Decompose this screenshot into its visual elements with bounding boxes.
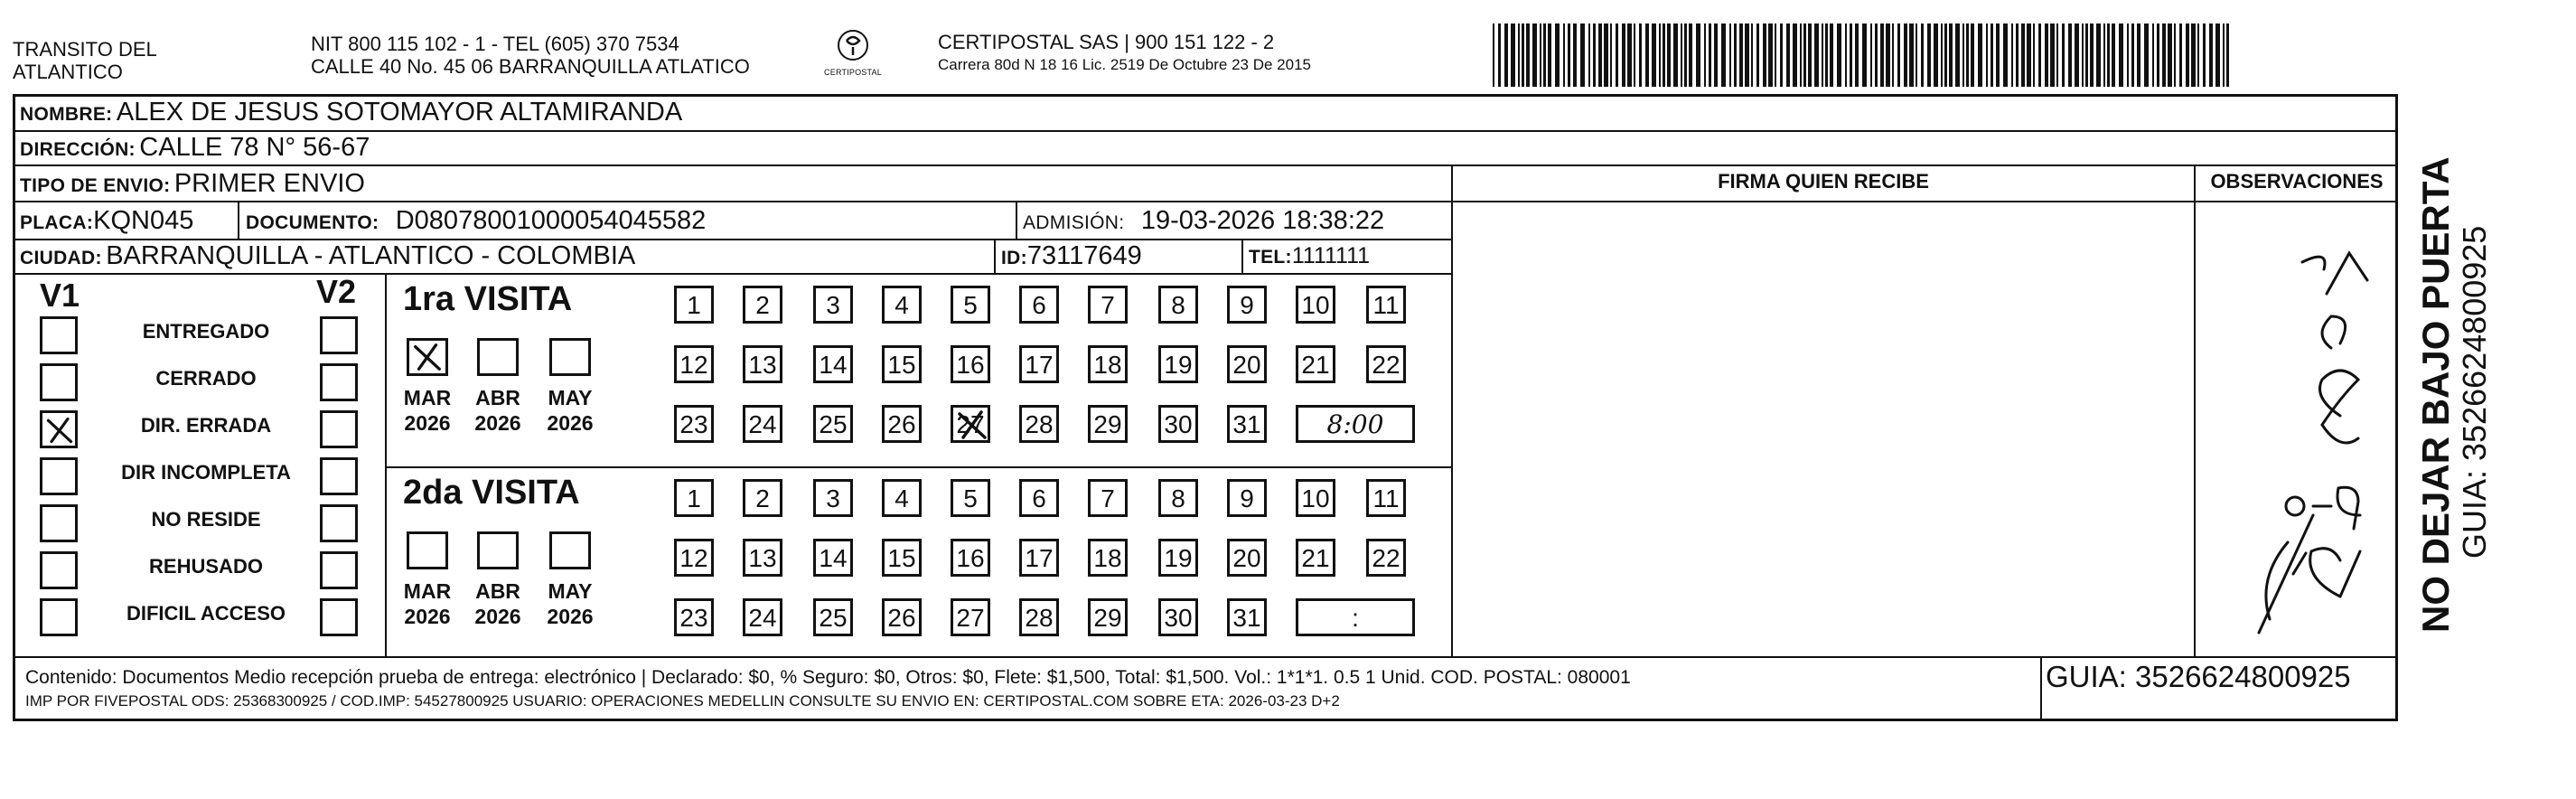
barcode-bar (2127, 24, 2129, 87)
barcode-bar (2119, 24, 2123, 87)
barcode-bar (1729, 24, 1731, 87)
v1-checkbox-cerrado[interactable] (40, 363, 78, 401)
barcode-bar (2179, 24, 2182, 87)
visit1-month-label: MAY (548, 386, 593, 409)
visit1-day-22[interactable]: 22 (1366, 345, 1406, 383)
barcode-bar (1934, 24, 1938, 87)
visit2-day-21[interactable]: 21 (1296, 539, 1335, 577)
nombre-label: NOMBRE: (20, 104, 113, 125)
visit2-day-1[interactable]: 1 (674, 479, 714, 517)
visit2-day-22[interactable]: 22 (1366, 539, 1406, 577)
visit2-day-27[interactable]: 27 (951, 598, 990, 636)
tel-field (1249, 240, 1370, 275)
id-value: 73117649 (1026, 241, 1142, 270)
barcode-bar (2191, 24, 2196, 87)
visit2-day-17[interactable]: 17 (1019, 539, 1059, 577)
barcode-bar (1763, 24, 1766, 87)
v2-checkbox-entregado[interactable] (320, 316, 358, 354)
visit2-day-30[interactable]: 30 (1158, 598, 1198, 636)
visit2-day-18[interactable]: 18 (1088, 539, 1128, 577)
divider (1016, 201, 1017, 239)
visit1-day-3[interactable]: 3 (813, 286, 853, 324)
barcode-bar (1756, 24, 1759, 87)
visit2-day-5[interactable]: 5 (951, 479, 990, 517)
visit1-title: 1ra VISITA (403, 280, 573, 318)
barcode-bar (1800, 24, 1802, 87)
visit2-day-28[interactable]: 28 (1019, 598, 1059, 636)
barcode-bar (2021, 24, 2025, 87)
barcode-bar (1862, 24, 1867, 87)
visit2-day-15[interactable]: 15 (882, 539, 922, 577)
barcode-bar (1962, 24, 1964, 87)
barcode-bar (1751, 24, 1753, 87)
v1-checkbox-no-reside[interactable] (40, 504, 78, 542)
visit1-day-26[interactable]: 26 (882, 405, 922, 443)
barcode-bar (1927, 24, 1931, 87)
visit1-day-5[interactable]: 5 (951, 286, 990, 324)
barcode-bar (2174, 24, 2176, 87)
visit1-day-12[interactable]: 12 (674, 345, 714, 383)
barcode-bar (1616, 24, 1618, 87)
direccion-field (20, 132, 370, 167)
barcode-bar (1555, 24, 1560, 87)
barcode-bar (2209, 24, 2213, 87)
barcode-bar (1875, 24, 1878, 87)
barcode-bar (1825, 24, 1828, 87)
barcode-bar (2131, 24, 2134, 87)
status-label: CERRADO (155, 367, 257, 390)
barcode-bar (1548, 24, 1551, 87)
visit1-day-1[interactable]: 1 (674, 286, 714, 324)
barcode-bar (1540, 24, 1541, 87)
barcode-bar (1996, 24, 2000, 87)
logo-icon (835, 27, 871, 63)
divider (14, 164, 2397, 166)
visit2-day-23[interactable]: 23 (674, 598, 714, 636)
barcode-bar (2152, 24, 2154, 87)
barcode-bar (2016, 24, 2019, 87)
status-label: DIR INCOMPLETA (121, 461, 291, 484)
visit1-day-14[interactable]: 14 (813, 345, 853, 383)
check-mark-icon (43, 414, 76, 446)
v2-checkbox-dir-errada[interactable] (320, 410, 358, 448)
v1-checkbox-rehusado[interactable] (40, 551, 78, 589)
barcode-bar (2075, 24, 2079, 87)
visit2-month-label: MAY (548, 579, 593, 603)
barcode-bar (2162, 24, 2166, 87)
visit1-day-20[interactable]: 20 (1227, 345, 1267, 383)
barcode-bar (2168, 24, 2172, 87)
visit1-day-17[interactable]: 17 (1019, 345, 1059, 383)
visit2-day-26[interactable]: 26 (882, 598, 922, 636)
ciudad-value: BARRANQUILLA - ATLANTICO - COLOMBIA (106, 241, 636, 270)
barcode-bar (1845, 24, 1847, 87)
barcode-bar (1580, 24, 1585, 87)
barcode-bar (1511, 24, 1515, 87)
visit1-month-label: MAR (403, 386, 452, 409)
visit1-month-checkbox-abr[interactable] (477, 338, 519, 376)
barcode-bar (1634, 24, 1635, 87)
barcode-bar (2050, 24, 2055, 87)
visit2-month-checkbox-mar[interactable] (407, 531, 448, 569)
issuer-line-2: ATLANTICO (13, 61, 123, 83)
visit1-day-18[interactable]: 18 (1088, 345, 1128, 383)
barcode-bar (1949, 24, 1953, 87)
v1-checkbox-dificil-acceso[interactable] (40, 598, 78, 636)
visit1-day-30[interactable]: 30 (1158, 405, 1198, 443)
divider (385, 273, 387, 656)
barcode-bar (1808, 24, 1812, 87)
barcode-bar (2215, 24, 2220, 87)
barcode-bar (1684, 24, 1687, 87)
barcode-bar (1588, 24, 1590, 87)
visit1-day-29[interactable]: 29 (1088, 405, 1128, 443)
divider (1451, 164, 1453, 656)
barcode-bar (1639, 24, 1642, 87)
barcode-bar (1504, 24, 1508, 87)
status-label: DIR. ERRADA (140, 414, 272, 437)
barcode-bar (1955, 24, 1960, 87)
check-mark-icon (954, 407, 990, 443)
barcode-bar (2107, 24, 2110, 87)
barcode-bar (1721, 24, 1726, 87)
barcode-bar (1681, 24, 1682, 87)
id-label: ID: (1001, 248, 1027, 268)
barcode-bar (2096, 24, 2101, 87)
v1-checkbox-dir-incompleta[interactable] (40, 457, 78, 495)
barcode-bar (2056, 24, 2058, 87)
barcode-bar (2082, 24, 2084, 87)
day-number: 27 (956, 410, 985, 438)
barcode-bar (1689, 24, 1692, 87)
visit1-month-year: 2026 (547, 411, 594, 435)
barcode-bar (1663, 24, 1665, 87)
divider (1241, 239, 1243, 273)
tipo-envio-label: TIPO DE ENVIO: (20, 175, 171, 196)
visit1-day-10[interactable]: 10 (1296, 286, 1335, 324)
certipostal-logo (820, 27, 885, 85)
visit1-day-25[interactable]: 25 (813, 405, 853, 443)
barcode-bar (2144, 24, 2149, 87)
address-line: CALLE 40 No. 45 06 BARRANQUILLA ATLATICO (311, 55, 750, 78)
nombre-field (20, 97, 682, 132)
visit2-day-11[interactable]: 11 (1366, 479, 1406, 517)
visit1-day-23[interactable]: 23 (674, 405, 714, 443)
visit1-month-checkbox-may[interactable] (549, 338, 591, 376)
barcode-bar (1793, 24, 1797, 87)
visit1-month-label: ABR (475, 386, 520, 409)
v2-checkbox-dificil-acceso[interactable] (320, 598, 358, 636)
barcode-bar (2137, 24, 2140, 87)
barcode-bar (1739, 24, 1743, 87)
barcode-bar (1880, 24, 1884, 87)
barcode-bar (1886, 24, 1890, 87)
tipo-envio-field (20, 168, 365, 203)
visit2-day-2[interactable]: 2 (743, 479, 782, 517)
tipo-envio-value: PRIMER ENVIO (173, 169, 365, 198)
issuer-contact (311, 33, 750, 78)
barcode-bar (1610, 24, 1612, 87)
visit1-day-11[interactable]: 11 (1366, 286, 1406, 324)
issuer-name (13, 38, 157, 83)
barcode-bar (1593, 24, 1596, 87)
status-label: ENTREGADO (142, 320, 270, 343)
visit1-day-4[interactable]: 4 (882, 286, 922, 324)
barcode (1493, 24, 2230, 87)
barcode-bar (1645, 24, 1649, 87)
documento-value: D08078001000054045582 (395, 206, 707, 235)
barcode-bar (1850, 24, 1852, 87)
barcode-bar (1532, 24, 1537, 87)
visit1-month-year: 2026 (404, 411, 451, 435)
side-warning: NO DEJAR BAJO PUERTA (2414, 156, 2457, 633)
barcode-bar (1543, 24, 1546, 87)
carrier-line: CERTIPOSTAL SAS | 900 151 122 - 2 (938, 31, 1275, 53)
barcode-bar (1627, 24, 1632, 87)
visit1-time-box[interactable] (1296, 405, 1415, 443)
divider (994, 239, 996, 273)
visit2-day-31[interactable]: 31 (1227, 598, 1267, 636)
logo-text: CERTIPOSTAL (824, 68, 882, 77)
visit2-title: 2da VISITA (403, 474, 580, 512)
v1-checkbox-entregado[interactable] (40, 316, 78, 354)
issuer-line-1: TRANSITO DEL (13, 38, 157, 61)
visit2-day-29[interactable]: 29 (1088, 598, 1128, 636)
barcode-bar (1830, 24, 1833, 87)
visit1-day-6[interactable]: 6 (1019, 286, 1059, 324)
v2-checkbox-dir-incompleta[interactable] (320, 457, 358, 495)
id-field (1001, 240, 1142, 276)
visit2-month-year: 2026 (404, 605, 451, 628)
barcode-bar (1622, 24, 1625, 87)
admision-label: ADMISIÓN: (1023, 212, 1125, 233)
side-guia: GUIA: 3526624800925 (2456, 225, 2493, 559)
visit2-day-10[interactable]: 10 (1296, 479, 1335, 517)
visit2-month-checkbox-abr[interactable] (477, 531, 519, 569)
barcode-bar (1775, 24, 1776, 87)
barcode-bar (1966, 24, 1969, 87)
visit2-day-16[interactable]: 16 (951, 539, 990, 577)
visit2-day-9[interactable]: 9 (1227, 479, 1267, 517)
barcode-bar (1814, 24, 1819, 87)
status-label: NO RESIDE (151, 508, 261, 531)
divider (385, 466, 1453, 468)
barcode-bar (1667, 24, 1671, 87)
barcode-bar (1855, 24, 1859, 87)
barcode-bar (1909, 24, 1914, 87)
ciudad-field (20, 240, 635, 276)
divider (2194, 164, 2196, 656)
visit1-day-24[interactable]: 24 (743, 405, 782, 443)
documento-label: DOCUMENTO: (246, 212, 379, 233)
v2-header: V2 (316, 273, 357, 310)
barcode-bar (1526, 24, 1530, 87)
footer-content-line: Contenido: Documentos Medio recepción prueba de entrega: electrónico | Declarado: $0, % Seguro: $0, Otros: $0, Flete: $1,500, Total: $1,500. Vol.: 1*1*1. 0.5 1 Unid. COD. POSTAL: 080001 (25, 667, 1631, 688)
barcode-bar (1709, 24, 1711, 87)
barcode-bar (1904, 24, 1907, 87)
barcode-bar (1652, 24, 1656, 87)
v1-header: V1 (40, 277, 80, 314)
barcode-bar (1604, 24, 1608, 87)
visit2-month-label: ABR (475, 579, 520, 603)
visit2-day-4[interactable]: 4 (882, 479, 922, 517)
visit2-month-year: 2026 (547, 605, 594, 628)
visit1-day-8[interactable]: 8 (1158, 286, 1198, 324)
barcode-bar (1518, 24, 1520, 87)
barcode-bar (1897, 24, 1900, 87)
visit2-month-checkbox-may[interactable] (549, 531, 591, 569)
placa-field (20, 205, 193, 240)
nombre-value: ALEX DE JESUS SOTOMAYOR ALTAMIRANDA (116, 98, 683, 127)
barcode-bar (2027, 24, 2031, 87)
nit-line: NIT 800 115 102 - 1 - TEL (605) 370 7534 (311, 33, 679, 55)
barcode-bar (1978, 24, 1982, 87)
firma-header: FIRMA QUIEN RECIBE (1718, 170, 1929, 193)
barcode-bar (1786, 24, 1790, 87)
barcode-bar (2038, 24, 2041, 87)
ciudad-label: CIUDAD: (20, 248, 102, 268)
barcode-bar (2226, 24, 2229, 87)
barcode-bar (2197, 24, 2199, 87)
visit1-day-28[interactable]: 28 (1019, 405, 1059, 443)
barcode-bar (1768, 24, 1773, 87)
barcode-bar (1745, 24, 1749, 87)
v2-checkbox-rehusado[interactable] (320, 551, 358, 589)
barcode-bar (1563, 24, 1565, 87)
visit2-day-24[interactable]: 24 (743, 598, 782, 636)
visit1-day-2[interactable]: 2 (743, 286, 782, 324)
barcode-bar (1573, 24, 1577, 87)
barcode-bar (1837, 24, 1841, 87)
barcode-bar (1986, 24, 1988, 87)
documento-field (246, 205, 706, 240)
barcode-bar (1870, 24, 1872, 87)
visit1-day-15[interactable]: 15 (882, 345, 922, 383)
barcode-bar (1522, 24, 1524, 87)
barcode-bar (2112, 24, 2115, 87)
visit1-month-year: 2026 (474, 411, 521, 435)
visit2-day-3[interactable]: 3 (813, 479, 853, 517)
barcode-bar (2090, 24, 2094, 87)
guia-number: GUIA: 3526624800925 (2046, 660, 2351, 693)
check-mark-icon (410, 340, 445, 374)
direccion-label: DIRECCIÓN: (20, 139, 136, 160)
barcode-bar (2011, 24, 2013, 87)
barcode-bar (1659, 24, 1661, 87)
carrier-info (938, 31, 1311, 75)
observaciones-header: OBSERVACIONES (2210, 170, 2384, 193)
status-label: DIFICIL ACCESO (126, 602, 286, 625)
barcode-bar (2186, 24, 2189, 87)
barcode-bar (1704, 24, 1706, 87)
status-label: REHUSADO (149, 555, 263, 578)
barcode-bar (2085, 24, 2088, 87)
divider (238, 201, 239, 239)
barcode-bar (2068, 24, 2072, 87)
visit2-month-label: MAR (403, 579, 452, 603)
placa-label: PLACA: (20, 212, 94, 233)
barcode-bar (1803, 24, 1806, 87)
barcode-bar (1991, 24, 1993, 87)
barcode-bar (1822, 24, 1823, 87)
visit2-day-13[interactable]: 13 (743, 539, 782, 577)
barcode-bar (2033, 24, 2035, 87)
barcode-bar (1780, 24, 1783, 87)
admision-value: 19-03-2026 18:38:22 (1140, 206, 1385, 235)
v2-checkbox-no-reside[interactable] (320, 504, 358, 542)
visit2-month-year: 2026 (474, 605, 521, 628)
visit2-time-box[interactable]: : (1296, 598, 1415, 636)
barcode-bar (2203, 24, 2206, 87)
visit1-day-9[interactable]: 9 (1227, 286, 1267, 324)
visit2-day-7[interactable]: 7 (1088, 479, 1128, 517)
observation-handwriting (2205, 217, 2394, 651)
visit2-day-25[interactable]: 25 (813, 598, 853, 636)
visit1-day-19[interactable]: 19 (1158, 345, 1198, 383)
visit2-day-6[interactable]: 6 (1019, 479, 1059, 517)
v2-checkbox-cerrado[interactable] (320, 363, 358, 401)
tel-label: TEL: (1249, 247, 1292, 268)
barcode-bar (1568, 24, 1570, 87)
barcode-bar (1673, 24, 1678, 87)
tel-value: 1111111 (1291, 243, 1371, 268)
barcode-bar (1944, 24, 1947, 87)
barcode-bar (1892, 24, 1894, 87)
barcode-bar (1598, 24, 1602, 87)
visit1-day-16[interactable]: 16 (951, 345, 990, 383)
barcode-bar (2103, 24, 2105, 87)
visit1-day-13[interactable]: 13 (743, 345, 782, 383)
barcode-bar (1714, 24, 1718, 87)
barcode-bar (1921, 24, 1924, 87)
admision-field (1023, 205, 1384, 240)
visit1-day-21[interactable]: 21 (1296, 345, 1335, 383)
visit2-day-12[interactable]: 12 (674, 539, 714, 577)
barcode-bar (1734, 24, 1737, 87)
barcode-bar (2045, 24, 2048, 87)
barcode-bar (1941, 24, 1943, 87)
visit2-day-14[interactable]: 14 (813, 539, 853, 577)
divider (14, 201, 2397, 202)
visit1-day-7[interactable]: 7 (1088, 286, 1128, 324)
barcode-bar (1971, 24, 1974, 87)
handwritten-time: 8:00 (1326, 409, 1384, 439)
barcode-bar (1498, 24, 1501, 87)
visit2-day-8[interactable]: 8 (1158, 479, 1198, 517)
visit2-day-19[interactable]: 19 (1158, 539, 1198, 577)
visit2-day-20[interactable]: 20 (1227, 539, 1267, 577)
barcode-bar (1916, 24, 1917, 87)
placa-value: KQN045 (93, 206, 194, 235)
direccion-value: CALLE 78 N° 56-67 (139, 133, 370, 162)
barcode-bar (2157, 24, 2159, 87)
barcode-bar (2223, 24, 2225, 87)
barcode-bar (1696, 24, 1700, 87)
barcode-bar (2062, 24, 2065, 87)
license-line: Carrera 80d N 18 16 Lic. 2519 De Octubre 23 De 2015 (938, 56, 1311, 73)
divider (2040, 656, 2042, 721)
visit1-day-31[interactable]: 31 (1227, 405, 1267, 443)
barcode-bar (2003, 24, 2008, 87)
barcode-bar (1493, 24, 1494, 87)
footer-print-line: IMP POR FIVEPOSTAL ODS: 25368300925 / COD.IMP: 54527800925 USUARIO: OPERACIONES MEDELLIN CONSULTE SU ENVIO EN: CERTIPOSTAL.COM SOBRE ETA: 2026-03-23 D+2 (25, 692, 1340, 710)
